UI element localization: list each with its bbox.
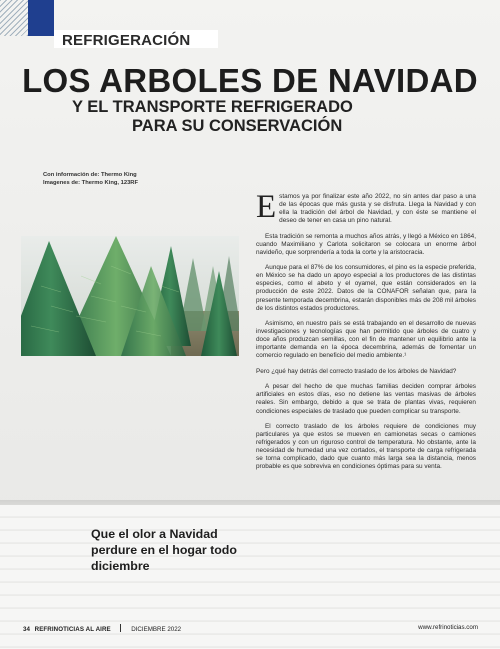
article-body (256, 189, 476, 479)
article-title: LOS ARBOLES DE NAVIDAD (22, 62, 478, 99)
credit-images: Imagenes de: Thermo King, 123RF (43, 180, 139, 186)
website-link[interactable]: www.refrinoticias.com (418, 624, 478, 631)
footer-separator (120, 624, 121, 632)
article-subtitle-line-2: PARA SU CONSERVACIÓN (132, 117, 343, 135)
section-label: REFRIGERACIÓN (62, 32, 191, 49)
page-number: 34 (23, 626, 30, 633)
pull-quote: Que el olor a Navidad perdure en el hogar todo diciembre (91, 527, 237, 573)
magazine-name: REFRINOTICIAS AL AIRE (34, 626, 111, 633)
article-credits (43, 171, 138, 187)
article-paragraph: A pesar del hecho de que muchas familias deciden comprar árboles artificiales en estos días, eso no detiene las ventas masivas de árboles reales. Sin embargo, debido a que se trata de plantas vivas, requieren condiciones especiales de traslado que pueden complicar su transporte. (256, 383, 476, 415)
article-paragraph: Aunque para el 87% de los consumidores, el pino es la especie preferida, en México se ha dado un apoyo especial a los productores de las distintas especies, como el abeto y el oyamel, que están considerados en la producción de este 2022. Datos de la CONAFOR señalan que, para la presente temporada decembrina, estarán disponibles más de 208 mil árboles de los distintos estados productores. (256, 264, 476, 312)
issue-date: DICIEMBRE 2022 (131, 626, 182, 633)
corner-stripes-decoration (0, 0, 28, 36)
article-paragraph: Estamos ya por finalizar este año 2022, no sin antes dar paso a una de las épocas que más gusta y se disfruta. Llega la Navidad y con ella la tradición del árbol de Navidad, y con éste se mantiene el deseo de tener en casa un pino natural. (256, 189, 476, 225)
christmas-tree-farm-photo (21, 236, 239, 356)
article-paragraph: Esta tradición se remonta a muchos años atrás, y llegó a México en 1864, cuando Maximiliano y Carlota solicitaron se colocara un enorme árbol navideño, que sorprendería a toda la corte y la aristocracia. (256, 232, 476, 256)
article-subtitle-line-1: Y EL TRANSPORTE REFRIGERADO (72, 98, 353, 116)
article-paragraph: Asimismo, en nuestro país se está trabajando en el desarrollo de nuevas investigaciones y tecnologías que han permitido que árboles de cuatro y doce años produzcan semillas, con el fin de mantener un equilibrio ante la importante demanda en la época decembrina, además de fomentar un comercio regulado en beneficio del medio ambiente.¹ (256, 320, 476, 360)
article-paragraph: El correcto traslado de los árboles requiere de condiciones muy particulares ya que estos se mueven en camionetas secas o camiones refrigerados y con un riguroso control de temperatura. No obstante, ante la necesidad de humedad una vez cortados, el transporte de carga refrigerada se torna complicado, dado que cuanto más larga sea la distancia, menos probable es que sobreviva en condiciones óptimas para su venta. (256, 423, 476, 471)
drop-cap: E (256, 189, 277, 225)
footer-left (23, 624, 181, 633)
corner-blue-block (28, 0, 54, 36)
article-paragraph: Pero ¿qué hay detrás del correcto traslado de los árboles de Navidad? (256, 367, 457, 375)
credit-info: Con información de: Thermo King (43, 172, 137, 178)
